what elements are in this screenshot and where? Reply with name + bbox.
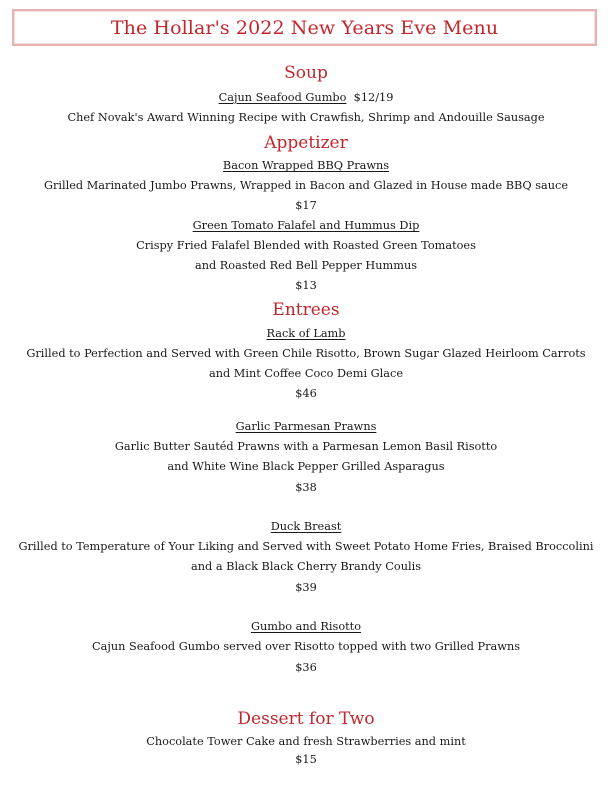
entree-item-desc: Garlic Butter Sautéd Prawns with a Parmesan Lemon Basil Risotto — [114, 440, 498, 453]
appetizer-item-price: $17 — [295, 199, 317, 212]
dessert-price: $15 — [295, 753, 317, 766]
soup-item-desc: Chef Novak's Award Winning Recipe with Crawfish, Shrimp and Andouille Sausage — [67, 111, 545, 124]
appetizer-item-name: Green Tomato Falafel and Hummus Dip — [192, 219, 420, 232]
entree-item-name: Duck Breast — [270, 520, 342, 533]
entree-item-desc: and a Black Black Cherry Brandy Coulis — [190, 560, 422, 573]
entree-item-name: Gumbo and Risotto — [250, 620, 362, 633]
soup-item-line — [0, 91, 612, 105]
entree-item-name: Rack of Lamb — [266, 327, 346, 340]
entrees-heading: Entrees — [272, 300, 340, 320]
appetizer-item-price: $13 — [295, 279, 317, 292]
dessert-heading: Dessert for Two — [237, 709, 375, 729]
entree-item-name: Garlic Parmesan Prawns — [235, 420, 377, 433]
menu-title: The Hollar's 2022 New Years Eve Menu — [110, 16, 499, 39]
appetizer-heading: Appetizer — [264, 133, 348, 153]
appetizer-item-desc: Grilled Marinated Jumbo Prawns, Wrapped in Bacon and Glazed in House made BBQ sauce — [43, 179, 569, 192]
appetizer-item-name: Bacon Wrapped BBQ Prawns — [222, 159, 390, 172]
appetizer-item-desc: and Roasted Red Bell Pepper Hummus — [194, 259, 418, 272]
soup-item-name: Cajun Seafood Gumbo — [218, 91, 347, 104]
entree-item-price: $36 — [295, 661, 317, 674]
dessert-desc: Chocolate Tower Cake and fresh Strawberries and mint — [146, 735, 466, 748]
entree-item-desc: Grilled to Perfection and Served with Green Chile Risotto, Brown Sugar Glazed Heirloom Carrots — [26, 347, 586, 360]
title-box — [12, 9, 597, 46]
entree-item-desc: Cajun Seafood Gumbo served over Risotto topped with two Grilled Prawns — [91, 640, 521, 653]
entree-item-price: $38 — [295, 481, 317, 494]
entree-item-desc: and White Wine Black Pepper Grilled Asparagus — [167, 460, 445, 473]
soup-heading: Soup — [284, 63, 328, 83]
entree-item-desc: and Mint Coffee Coco Demi Glace — [208, 367, 404, 380]
appetizer-item-desc: Crispy Fried Falafel Blended with Roasted Green Tomatoes — [136, 239, 476, 252]
entree-item-desc: Grilled to Temperature of Your Liking and Served with Sweet Potato Home Fries, Braised Broccolini — [18, 540, 594, 553]
entree-item-price: $46 — [295, 387, 317, 400]
entree-item-price: $39 — [295, 581, 317, 594]
soup-item-price: $12/19 — [353, 91, 394, 104]
